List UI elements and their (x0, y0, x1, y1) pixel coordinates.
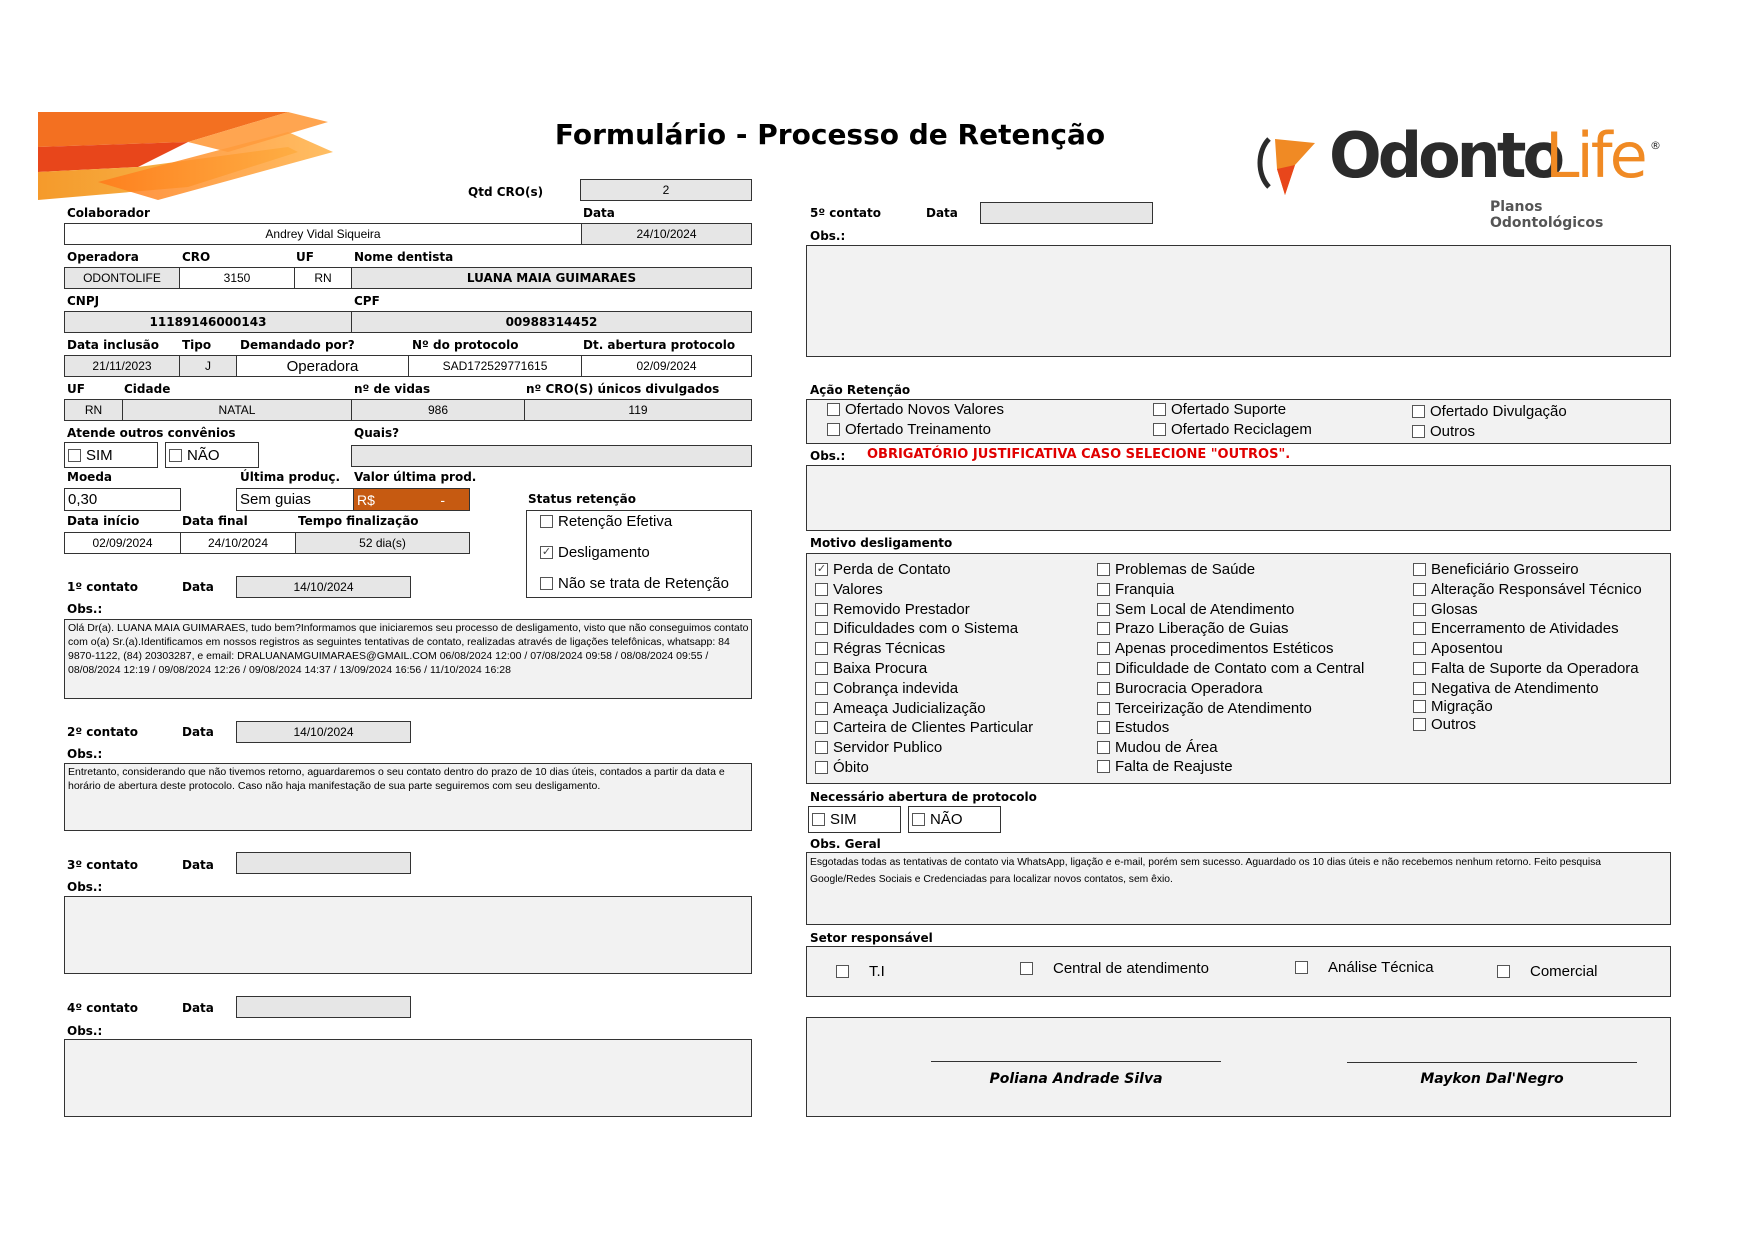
contato2-obs-box[interactable] (64, 763, 752, 831)
checkbox-icon[interactable]: ✓ (816, 563, 827, 575)
motivo-option-label: Beneficiário Grosseiro (1431, 561, 1579, 578)
acao-treinamento[interactable] (827, 421, 991, 438)
cidade-field[interactable]: NATAL (122, 399, 352, 421)
acao-retencao-label: Ação Retenção (810, 383, 911, 397)
checkbox-icon[interactable] (1153, 403, 1166, 416)
acao-divulgacao[interactable] (1412, 403, 1567, 420)
cro-label: CRO (182, 250, 211, 264)
setor-ti[interactable] (836, 963, 885, 980)
contato3-label: 3º contato (67, 858, 139, 872)
checkbox-icon[interactable] (1413, 662, 1426, 675)
checkbox-icon[interactable] (836, 965, 849, 978)
acao-obs-label: Obs.: (810, 449, 846, 463)
tempo-finalizacao-field[interactable]: 52 dia(s) (295, 532, 470, 554)
checkbox-icon[interactable] (1413, 700, 1426, 713)
abertura-field[interactable]: 02/09/2024 (581, 355, 752, 377)
motivo-option[interactable] (1413, 640, 1503, 657)
checkbox-icon[interactable] (1413, 583, 1426, 596)
cnpj-field[interactable]: 11189146000143 (64, 311, 352, 333)
acao-reciclagem[interactable] (1153, 421, 1312, 438)
motivo-option[interactable] (1413, 680, 1599, 697)
contato4-data-field[interactable] (236, 996, 411, 1018)
protocolo-nao-label: NÃO (930, 811, 963, 828)
checkbox-icon[interactable] (1413, 563, 1426, 576)
checkbox-icon[interactable] (812, 813, 825, 826)
checkbox-icon[interactable] (1295, 961, 1308, 974)
checkbox-icon[interactable] (1413, 642, 1426, 655)
acao-option-label: Ofertado Novos Valores (845, 401, 1004, 418)
contato4-obs-label: Obs.: (67, 1024, 103, 1038)
data-inicio-field[interactable]: 02/09/2024 (64, 532, 181, 554)
motivo-option[interactable] (1097, 739, 1218, 756)
protocolo-necessario-label: Necessário abertura de protocolo (810, 790, 1037, 804)
contato3-obs-box[interactable] (64, 896, 752, 974)
checkbox-icon[interactable] (1097, 583, 1110, 596)
uf2-label: UF (67, 382, 85, 396)
colaborador-data-label: Data (583, 206, 615, 220)
contato1-data-label: Data (182, 580, 214, 594)
tempo-finalizacao-label: Tempo finalização (298, 514, 419, 528)
motivo-option[interactable] (1097, 561, 1255, 578)
checkbox-icon[interactable] (815, 702, 828, 715)
setor-option-label: Central de atendimento (1053, 960, 1209, 977)
logo-registered: ® (1650, 139, 1661, 152)
checkbox-icon[interactable] (68, 449, 81, 462)
signature-line-2 (1347, 1062, 1637, 1063)
status-label: Status retenção (528, 492, 637, 506)
motivo-option[interactable] (1097, 620, 1288, 637)
acao-option-label: Ofertado Suporte (1171, 401, 1287, 418)
cnpj-label: CNPJ (67, 294, 100, 308)
acao-outros[interactable] (1412, 423, 1475, 440)
acao-option-label: Ofertado Divulgação (1430, 403, 1567, 420)
status-option-label: Não se trata de Retenção (558, 575, 729, 592)
cpf-label: CPF (354, 294, 380, 308)
acao-option-label: Ofertado Treinamento (845, 421, 991, 438)
motivo-option-label: Alteração Responsável Técnico (1431, 581, 1642, 598)
logo-text-life: Life (1545, 119, 1645, 192)
checkbox-icon[interactable] (540, 577, 553, 590)
motivo-option-label: Servidor Publico (833, 739, 943, 756)
contato5-data-label: Data (926, 206, 958, 220)
status-option-label: Desligamento (558, 544, 650, 561)
setor-option-label: Comercial (1530, 963, 1598, 980)
data-inclusao-label: Data inclusão (67, 338, 159, 352)
checkbox-icon[interactable] (1020, 962, 1033, 975)
contato3-data-label: Data (182, 858, 214, 872)
motivo-option[interactable] (815, 680, 958, 697)
obs-geral-label: Obs. Geral (810, 837, 881, 851)
data-final-field[interactable]: 24/10/2024 (180, 532, 296, 554)
nome-dentista-label: Nome dentista (354, 250, 454, 264)
checkbox-icon[interactable] (1413, 718, 1426, 731)
colaborador-field[interactable]: Andrey Vidal Siqueira (64, 223, 582, 245)
motivo-option[interactable] (1097, 680, 1263, 697)
motivo-option-label: Valores (833, 581, 883, 598)
setor-analise-tecnica[interactable] (1295, 959, 1434, 976)
protocolo-nao-option[interactable] (908, 806, 1001, 833)
motivo-option[interactable] (1413, 601, 1478, 618)
contato2-data-label: Data (182, 725, 214, 739)
signature-box (806, 1017, 1671, 1117)
motivo-option[interactable] (1097, 601, 1294, 618)
convenios-sim-label: SIM (86, 446, 113, 464)
contato1-obs-label: Obs.: (67, 602, 103, 616)
contato3-data-field[interactable] (236, 852, 411, 874)
uf-field[interactable]: RN (294, 267, 352, 289)
convenios-nao-label: NÃO (187, 446, 220, 464)
protocolo-label: Nº do protocolo (412, 338, 519, 352)
motivo-option-label: Prazo Liberação de Guias (1115, 620, 1289, 637)
motivo-option-label: Negativa de Atendimento (1431, 680, 1599, 697)
moeda-label: Moeda (67, 470, 113, 484)
motivo-option-label: Encerramento de Atividades (1431, 620, 1619, 637)
convenios-label: Atende outros convênios (67, 426, 236, 440)
motivo-option[interactable] (815, 581, 883, 598)
contato2-data-field[interactable]: 14/10/2024 (236, 721, 411, 743)
data-inicio-label: Data início (67, 514, 140, 528)
motivo-option-label: Apenas procedimentos Estéticos (1115, 640, 1334, 657)
motivo-option[interactable] (1097, 719, 1169, 736)
checkbox-icon[interactable] (540, 515, 553, 528)
contato4-obs-box[interactable] (64, 1039, 752, 1117)
motivo-option-label: Dificuldades com o Sistema (833, 620, 1019, 637)
contato5-obs-box[interactable] (806, 245, 1671, 357)
contato2-obs-label: Obs.: (67, 747, 103, 761)
motivo-option[interactable] (815, 700, 986, 717)
colaborador-label: Colaborador (67, 206, 150, 220)
ultima-producao-field[interactable]: Sem guias (236, 488, 354, 511)
checkbox-icon[interactable] (1097, 662, 1110, 675)
motivo-label: Motivo desligamento (810, 536, 953, 550)
acao-option-label: Ofertado Reciclagem (1171, 421, 1312, 438)
motivo-option-label: Ameaça Judicialização (833, 700, 986, 717)
setor-central[interactable] (1020, 960, 1209, 977)
contato5-obs-label: Obs.: (810, 229, 846, 243)
valor-amount: - (440, 491, 445, 508)
motivo-option[interactable] (1413, 716, 1476, 733)
protocolo-sim-label: SIM (830, 811, 857, 828)
contato4-data-label: Data (182, 1001, 214, 1015)
protocolo-sim-option[interactable] (808, 806, 901, 833)
motivo-option[interactable] (815, 561, 951, 578)
colaborador-data-field[interactable]: 24/10/2024 (581, 223, 752, 245)
motivo-option-label: Problemas de Saúde (1115, 561, 1256, 578)
qtd-cro-label: Qtd CRO(s) (468, 185, 544, 199)
page-title: Formulário - Processo de Retenção (554, 118, 1106, 151)
checkbox-icon[interactable] (815, 603, 828, 616)
acao-novos-valores[interactable] (827, 401, 1004, 418)
checkbox-icon[interactable] (1097, 642, 1110, 655)
checkbox-icon[interactable] (1413, 622, 1426, 635)
valor-ultima-field[interactable] (353, 488, 470, 511)
obs-geral-line-1: Esgotadas todas as tentativas de contato via WhatsApp, ligação e e-mail, porém sem sucesso. Aguardado os 10 dias úteis e não recebemos nenhum retorno. Feito pesquisa (810, 857, 1602, 868)
uf2-field[interactable]: RN (64, 399, 123, 421)
motivo-option-label: Estudos (1115, 719, 1170, 736)
status-option-label: Retenção Efetiva (558, 513, 673, 530)
checkbox-icon[interactable] (1412, 405, 1425, 418)
motivo-option-label: Carteira de Clientes Particular (833, 719, 1034, 736)
status-nao-retencao[interactable] (540, 575, 729, 592)
motivo-option-label: Glosas (1431, 601, 1478, 618)
cpf-field[interactable]: 00988314452 (351, 311, 752, 333)
checkbox-icon[interactable] (1097, 721, 1110, 734)
acao-obs-box[interactable] (806, 465, 1671, 531)
demandado-label: Demandado por? (240, 338, 355, 352)
status-retencao-efetiva[interactable] (540, 513, 672, 530)
motivo-option[interactable] (1413, 561, 1579, 578)
cros-unicos-field[interactable]: 119 (524, 399, 752, 421)
motivo-option-label: Óbito (833, 759, 869, 776)
checkbox-icon[interactable] (1497, 965, 1510, 978)
logo-tagline: Planos Odontológicos (1490, 199, 1604, 231)
motivo-option-label: Falta de Suporte da Operadora (1431, 660, 1639, 677)
logo-text-odonto: Odonto (1329, 119, 1562, 192)
quais-field[interactable] (351, 445, 752, 467)
abertura-label: Dt. abertura protocolo (583, 338, 736, 352)
motivo-option-label: Outros (1431, 716, 1477, 733)
protocolo-field[interactable]: SAD172529771615 (408, 355, 582, 377)
motivo-option[interactable] (1097, 758, 1233, 775)
ultima-producao-label: Última produç. (240, 470, 341, 484)
motivo-option[interactable] (1413, 581, 1642, 598)
motivo-option[interactable] (1097, 700, 1312, 717)
checkbox-icon[interactable] (1412, 425, 1425, 438)
checkbox-icon[interactable] (827, 423, 840, 436)
motivo-option-label: Removido Prestador (833, 601, 970, 618)
motivo-option[interactable] (815, 719, 1033, 736)
checkbox-icon[interactable] (815, 721, 828, 734)
setor-option-label: T.I (869, 963, 885, 980)
checkbox-icon[interactable] (815, 662, 828, 675)
motivo-option[interactable] (1097, 581, 1174, 598)
motivo-option-label: Cobrança indevida (833, 680, 959, 697)
checkbox-icon[interactable] (1413, 682, 1426, 695)
cros-unicos-label: nº CRO(S) únicos divulgados (526, 382, 720, 396)
checkbox-icon[interactable] (169, 449, 182, 462)
checkbox-icon[interactable] (1097, 682, 1110, 695)
checkbox-icon[interactable] (815, 622, 828, 635)
motivo-option-label: Mudou de Área (1115, 739, 1218, 756)
convenios-nao-option[interactable] (165, 442, 259, 468)
checkbox-icon[interactable] (815, 642, 828, 655)
obs-geral-line-2: Google/Redes Sociais e Credenciadas para localizar novos contatos, sem êxio. (810, 874, 1173, 885)
contato1-obs-line-2: com o(a) Sr.(a).Identificamos em nossos registros as seguintes tentativas de contato, realizadas através de ligações telefônicas, whatsapp: 84 (68, 636, 730, 648)
motivo-option-label: Perda de Contato (833, 561, 951, 578)
operadora-field[interactable]: ODONTOLIFE (64, 267, 180, 289)
moeda-field[interactable]: 0,30 (64, 488, 181, 511)
motivo-option[interactable] (1413, 660, 1639, 677)
acao-obs-warning: OBRIGATÓRIO JUSTIFICATIVA CASO SELECIONE "OUTROS". (867, 447, 1291, 462)
checkbox-icon[interactable] (1153, 423, 1166, 436)
motivo-option-label: Aposentou (1431, 640, 1503, 657)
signature-line-1 (931, 1061, 1221, 1062)
contato2-obs-line-1: Entretanto, considerando que não tivemos retorno, aguardaremos o seu contato dentro do prazo de 10 dias úteis, contados a partir da data e (68, 766, 725, 778)
checkbox-icon[interactable] (827, 403, 840, 416)
signature-name-1: Poliana Andrade Silva (989, 1071, 1163, 1087)
setor-option-label: Análise Técnica (1328, 959, 1434, 976)
motivo-option[interactable] (815, 620, 1018, 637)
contato4-label: 4º contato (67, 1001, 139, 1015)
motivo-option[interactable] (815, 601, 970, 618)
motivo-option-label: Migração (1431, 698, 1493, 715)
contato5-data-field[interactable] (980, 202, 1153, 224)
contato2-obs-line-2: horário de abertura deste protocolo. Caso não haja manifestação de sua parte seguiremos com seu desligamento. (68, 780, 601, 792)
valor-currency: R$ (357, 491, 375, 508)
status-desligamento[interactable] (540, 544, 650, 561)
motivo-option-label: Régras Técnicas (833, 640, 946, 657)
tipo-label: Tipo (182, 338, 212, 352)
contato1-label: 1º contato (67, 580, 139, 594)
contato5-label: 5º contato (810, 206, 882, 220)
motivo-option-label: Falta de Reajuste (1115, 758, 1233, 775)
contato2-label: 2º contato (67, 725, 139, 739)
demandado-field[interactable]: Operadora (236, 355, 409, 377)
motivo-option-label: Dificuldade de Contato com a Central (1115, 660, 1365, 677)
qtd-cro-field[interactable]: 2 (580, 179, 752, 201)
setor-label: Setor responsável (810, 931, 933, 945)
motivo-option-label: Baixa Procura (833, 660, 928, 677)
checkbox-icon[interactable] (1097, 760, 1110, 773)
data-final-label: Data final (182, 514, 248, 528)
obs-geral-box[interactable] (806, 852, 1671, 925)
contato1-obs-line-1: Olá Dr(a). LUANA MAIA GUIMARAES, tudo bem?Informamos que iniciaremos seu processo de desligamento, visto que não conseguimos contato (68, 622, 749, 634)
checkbox-icon[interactable] (815, 741, 828, 754)
contato1-obs-line-4: 08/08/2024 12:19 / 09/08/2024 12:26 / 09/08/2024 14:37 / 13/09/2024 16:56 / 11/10/2024 16:28 (68, 664, 511, 676)
motivo-option-label: Franquia (1115, 581, 1175, 598)
contato1-obs-line-3: 9870-1122, (84) 20303287, e email: DRALUANAMGUIMARAES@GMAIL.COM 06/08/2024 12:00 / 07/08/2024 09:58 / 08/08/2024 09:55 / (68, 650, 709, 662)
motivo-option[interactable] (815, 739, 942, 756)
contato3-obs-label: Obs.: (67, 880, 103, 894)
data-inclusao-field[interactable]: 21/11/2023 (64, 355, 180, 377)
header-banner-graphic (38, 112, 338, 200)
checkbox-icon[interactable] (1097, 702, 1110, 715)
nome-dentista-field[interactable]: LUANA MAIA GUIMARAES (351, 267, 752, 289)
operadora-label: Operadora (67, 250, 139, 264)
motivo-option-label: Terceirização de Atendimento (1115, 700, 1312, 717)
convenios-sim-option[interactable] (64, 442, 158, 468)
contato1-obs-box[interactable] (64, 619, 752, 699)
checkbox-icon[interactable] (815, 761, 828, 774)
logo-tooth-icon (1255, 129, 1317, 197)
setor-comercial[interactable] (1497, 963, 1598, 980)
motivo-option-label: Burocracia Operadora (1115, 680, 1263, 697)
motivo-option[interactable] (815, 640, 945, 657)
signature-name-2: Maykon Dal'Negro (1420, 1071, 1564, 1087)
odontolife-logo (1255, 119, 1661, 231)
motivo-option[interactable] (1097, 660, 1364, 677)
motivo-option-label: Sem Local de Atendimento (1115, 601, 1295, 618)
cro-field[interactable]: 3150 (179, 267, 295, 289)
motivo-option[interactable] (815, 759, 869, 776)
checkbox-icon[interactable] (1097, 622, 1110, 635)
checkbox-icon[interactable] (1097, 603, 1110, 616)
motivo-option[interactable] (1413, 620, 1619, 637)
checkbox-icon[interactable] (1413, 603, 1426, 616)
cidade-label: Cidade (124, 382, 171, 396)
valor-ultima-label: Valor última prod. (354, 470, 477, 484)
contato1-data-field[interactable]: 14/10/2024 (236, 576, 411, 598)
vidas-label: nº de vidas (354, 382, 431, 396)
vidas-field[interactable]: 986 (351, 399, 525, 421)
uf-label: UF (296, 250, 314, 264)
tipo-field[interactable]: J (179, 355, 237, 377)
checkbox-icon[interactable] (912, 813, 925, 826)
motivo-option[interactable] (815, 660, 927, 677)
checkbox-icon[interactable]: ✓ (541, 546, 552, 558)
acao-suporte[interactable] (1153, 401, 1286, 418)
checkbox-icon[interactable] (815, 682, 828, 695)
checkbox-icon[interactable] (1097, 563, 1110, 576)
quais-label: Quais? (354, 426, 400, 440)
motivo-option[interactable] (1097, 640, 1333, 657)
acao-option-label: Outros (1430, 423, 1476, 440)
motivo-option[interactable] (1413, 698, 1493, 715)
checkbox-icon[interactable] (815, 583, 828, 596)
checkbox-icon[interactable] (1097, 741, 1110, 754)
